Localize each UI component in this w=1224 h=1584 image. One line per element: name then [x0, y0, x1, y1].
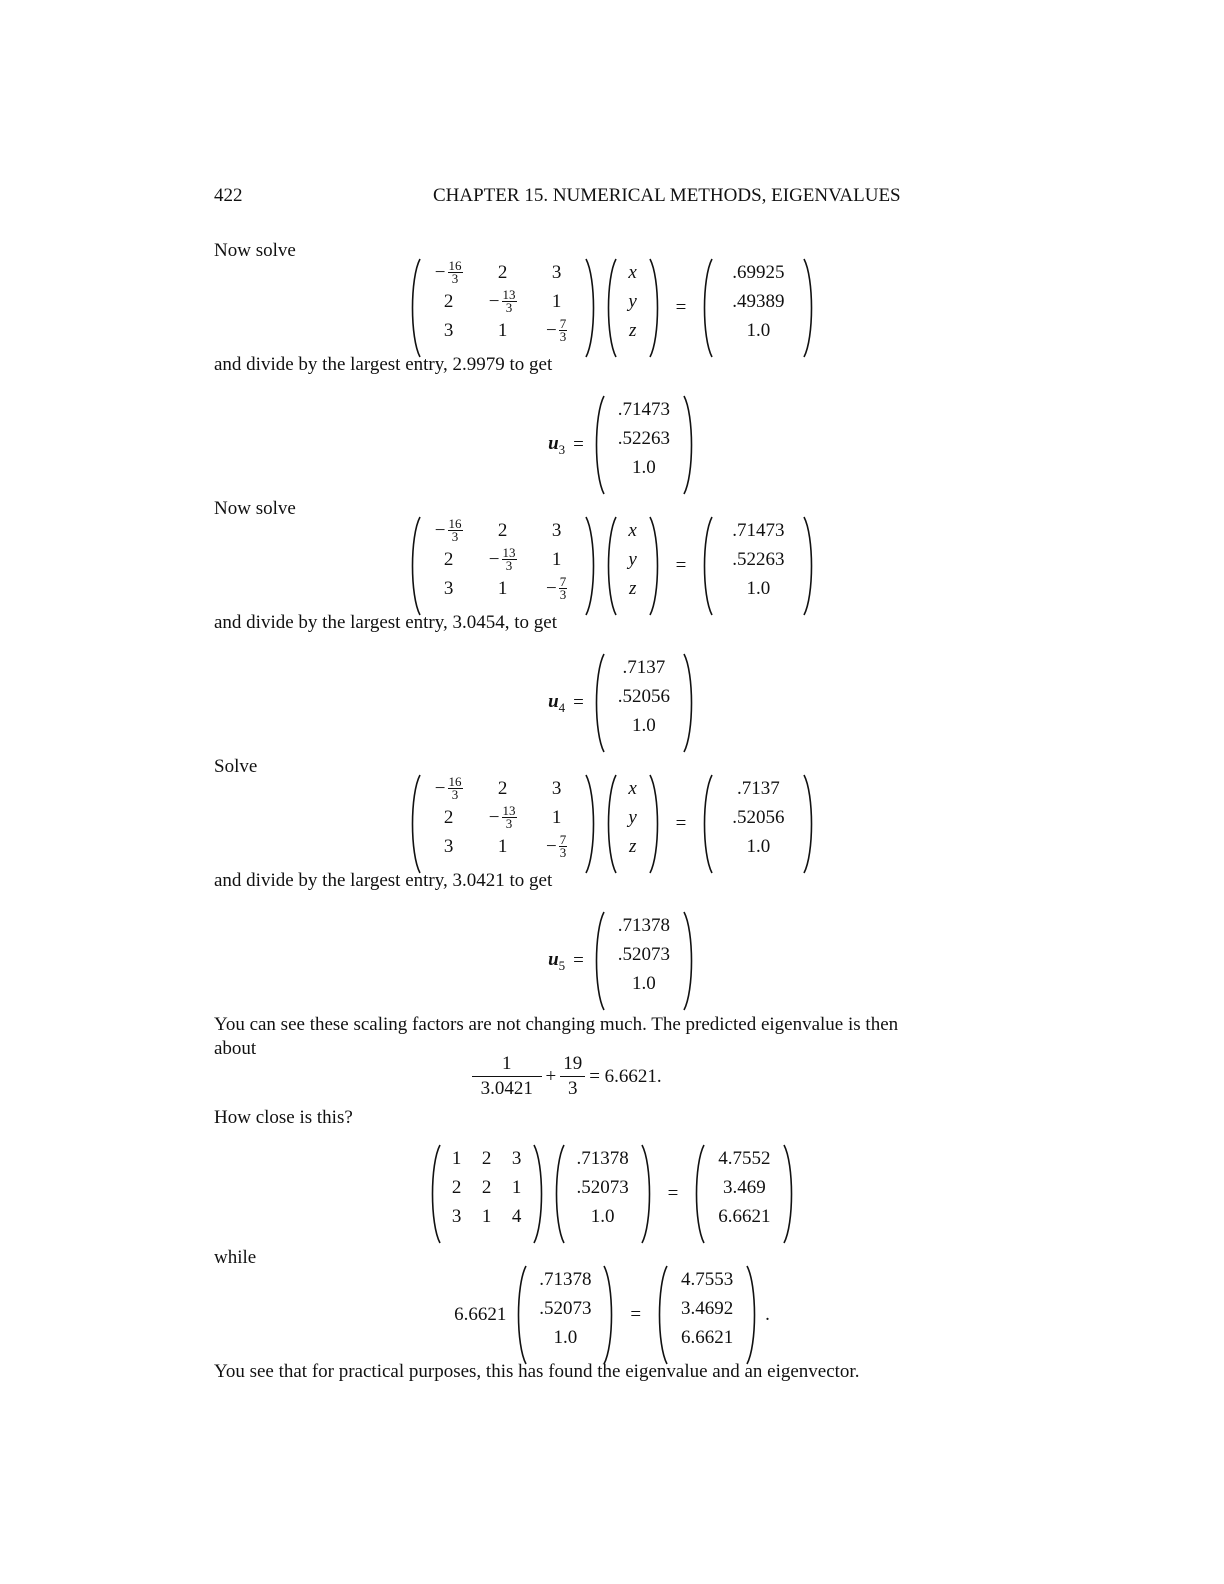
- math-group: [548, 433, 573, 458]
- math-token: 1.0: [746, 835, 771, 857]
- scalar-product: [0, 1265, 1224, 1365]
- math-token: 19: [560, 1052, 585, 1077]
- math-token: −: [434, 777, 446, 799]
- math-token: 3: [451, 529, 459, 544]
- left-paren: [604, 258, 618, 358]
- left-paren: [428, 1144, 442, 1244]
- solve-3: Solve: [214, 756, 258, 777]
- math-token: x: [628, 777, 637, 799]
- math-token: 3: [558, 441, 566, 457]
- math-token: z: [628, 577, 637, 599]
- math-token: .71378: [576, 1147, 629, 1169]
- math-group: [560, 1052, 585, 1101]
- math-token: z: [628, 835, 637, 857]
- matrix-entries: [714, 774, 802, 874]
- math-token: 1: [551, 548, 562, 570]
- math-token: .52073: [576, 1176, 629, 1198]
- math-token: 1: [472, 1052, 542, 1077]
- math-token: 13: [502, 287, 516, 302]
- math-token: 1: [451, 1147, 462, 1169]
- math-token: .69925: [732, 261, 785, 283]
- left-paren: [408, 516, 422, 616]
- right-paren: [532, 1144, 546, 1244]
- math-token: .52056: [617, 685, 671, 707]
- right-paren: [802, 774, 816, 874]
- math-token: =: [667, 1183, 679, 1204]
- math-token: 16: [448, 258, 462, 273]
- math-token: z: [628, 319, 637, 341]
- math-token: .71473: [732, 519, 785, 541]
- math-group: [502, 547, 517, 572]
- math-token: 16: [448, 516, 462, 531]
- math-token: u: [548, 948, 559, 970]
- math-token: 1: [497, 577, 508, 599]
- math-token: y: [628, 290, 637, 312]
- math-token: 1: [497, 835, 508, 857]
- math-token: −: [434, 261, 446, 283]
- math-group: [514, 1265, 616, 1365]
- m-r3c1: 3: [443, 319, 454, 341]
- math-token: −: [488, 806, 500, 828]
- math-token: u: [548, 690, 559, 712]
- equals-sign: =: [675, 297, 687, 318]
- right-paren: [584, 258, 598, 358]
- math-token: 3.0421: [480, 1078, 533, 1099]
- math-token: 1.0: [590, 1205, 615, 1227]
- math-group: [552, 1144, 654, 1244]
- math-token: 1: [551, 806, 562, 828]
- left-paren: [604, 516, 618, 616]
- math-token: 6.6621: [718, 1205, 771, 1227]
- math-token: 3: [451, 271, 459, 286]
- math-token: =: [573, 692, 584, 713]
- math-group: [408, 774, 598, 874]
- math-group: [548, 949, 573, 974]
- math-group: [692, 1144, 796, 1244]
- math-token: 6.6621: [454, 1304, 507, 1325]
- right-paren: [682, 395, 696, 495]
- math-token: =: [675, 813, 687, 834]
- system-equation-2: [0, 516, 1224, 616]
- math-group: [604, 516, 662, 616]
- matrix-entries: [706, 1144, 782, 1244]
- math-group: [655, 1265, 759, 1365]
- left-paren: [552, 1144, 566, 1244]
- eigenvalue-estimate: [472, 1052, 662, 1101]
- math-group: [448, 518, 463, 543]
- math-token: 1: [511, 1176, 522, 1198]
- math-group: [448, 776, 463, 801]
- math-token: 7: [559, 832, 567, 847]
- while-text: while: [214, 1247, 257, 1268]
- left-paren: [700, 258, 714, 358]
- math-token: −: [488, 548, 500, 570]
- math-token: .71378: [617, 914, 671, 936]
- math-token: 4.7553: [680, 1268, 734, 1290]
- left-paren: [604, 774, 618, 874]
- math-token: 2: [443, 806, 454, 828]
- unknown-vector: [604, 258, 662, 358]
- math-group: [700, 516, 816, 616]
- math-token: 3: [443, 577, 454, 599]
- math-token: 3: [505, 300, 513, 315]
- matrix-entries: [566, 1144, 640, 1244]
- u3-equation: [0, 395, 1224, 495]
- m-r2c1: 2: [443, 290, 454, 312]
- matrix-entries: [606, 395, 682, 495]
- right-paren: [602, 1265, 616, 1365]
- math-token: .71378: [539, 1268, 592, 1290]
- math-token: 13: [502, 545, 516, 560]
- left-paren: [592, 911, 606, 1011]
- divide-text-3: and divide by the largest entry, 3.0421 to get: [214, 870, 553, 891]
- math-token: −: [546, 577, 557, 599]
- left-paren: [514, 1265, 528, 1365]
- math-token: 3.469: [722, 1176, 766, 1198]
- matrix-entries: [714, 516, 802, 616]
- m-r3c3: [546, 318, 567, 343]
- m-r3c2: 1: [497, 319, 508, 341]
- math-token: 3: [551, 519, 562, 541]
- math-token: 3: [451, 787, 459, 802]
- matrix-entries: [669, 1265, 745, 1365]
- math-group: [592, 911, 696, 1011]
- math-token: 3: [567, 1078, 578, 1099]
- matrix-entries: [528, 1265, 602, 1365]
- matrix-entries: [422, 516, 584, 616]
- u5-equation: [0, 911, 1224, 1011]
- math-group: [592, 653, 696, 753]
- math-token: y: [628, 806, 637, 828]
- math-token: 7: [559, 574, 567, 589]
- math-token: 3: [511, 1147, 522, 1169]
- math-token: 2: [481, 1147, 492, 1169]
- math-group: [489, 547, 517, 572]
- right-paren: [802, 258, 816, 358]
- matrix-entries: [422, 774, 584, 874]
- math-group: [548, 691, 573, 716]
- math-token: .7137: [736, 777, 780, 799]
- math-token: 3: [559, 329, 567, 344]
- matrix-entries: [442, 1144, 532, 1244]
- math-token: 13: [502, 803, 516, 818]
- math-token: 4.7552: [718, 1147, 771, 1169]
- left-paren: [408, 258, 422, 358]
- math-group: [448, 260, 463, 285]
- math-token: x: [628, 519, 637, 541]
- left-paren: [692, 1144, 706, 1244]
- matrix-entries: [714, 258, 802, 358]
- math-token: 3: [559, 845, 567, 860]
- math-token: 1.0: [746, 319, 771, 341]
- math-token: = 6.6621.: [589, 1065, 662, 1087]
- math-group: [489, 805, 517, 830]
- right-paren: [640, 1144, 654, 1244]
- math-token: =: [573, 950, 584, 971]
- math-token: 3.4692: [680, 1297, 734, 1319]
- m-r2c3: 1: [551, 290, 562, 312]
- left-paren: [700, 774, 714, 874]
- math-token: 16: [448, 774, 462, 789]
- math-group: [472, 1052, 542, 1101]
- matrix-entries: [606, 653, 682, 753]
- left-paren: [700, 516, 714, 616]
- shifted-matrix: [408, 258, 598, 358]
- u4-equation: [0, 653, 1224, 753]
- math-group: [592, 395, 696, 495]
- math-token: .49389: [732, 290, 785, 312]
- how-close-question: How close is this?: [214, 1107, 353, 1128]
- right-paren: [782, 1144, 796, 1244]
- system-equation-3: [0, 774, 1224, 874]
- conclusion-line2: about: [214, 1038, 257, 1059]
- math-token: 3: [451, 1205, 462, 1227]
- math-token: y: [628, 548, 637, 570]
- math-token: .: [765, 1304, 770, 1325]
- system-equation-1: [0, 258, 1224, 358]
- math-token: 6.6621: [680, 1326, 734, 1348]
- conclusion-line1: You can see these scaling factors are not changing much. The predicted eigenvalue is then: [214, 1014, 899, 1035]
- matrix-A: [428, 1144, 546, 1244]
- m-r1c2: 2: [497, 261, 508, 283]
- math-token: −: [434, 519, 446, 541]
- math-group: [435, 776, 463, 801]
- math-group: [604, 774, 662, 874]
- math-token: .52056: [732, 806, 785, 828]
- math-token: 1.0: [746, 577, 771, 599]
- m-r2c2: [489, 289, 517, 314]
- math-group: [546, 834, 567, 859]
- right-paren: [648, 516, 662, 616]
- math-group: [435, 518, 463, 543]
- math-token: .7137: [622, 656, 666, 678]
- divide-text-1: and divide by the largest entry, 2.9979 to get: [214, 354, 553, 375]
- matrix-entries: [606, 911, 682, 1011]
- math-token: =: [573, 434, 584, 455]
- math-token: .52073: [617, 943, 671, 965]
- math-token: 4: [511, 1205, 522, 1227]
- math-group: [546, 576, 567, 601]
- math-token: 5: [558, 957, 566, 973]
- math-token: 2: [497, 777, 508, 799]
- math-token: =: [630, 1304, 642, 1325]
- math-token: x: [628, 261, 637, 283]
- math-token: u: [548, 432, 559, 454]
- math-group: [559, 318, 568, 343]
- math-token: 2: [443, 548, 454, 570]
- math-token: −: [546, 319, 557, 341]
- left-paren: [592, 395, 606, 495]
- math-token: +: [545, 1065, 557, 1087]
- matrix-entries: [618, 258, 648, 358]
- math-group: [700, 774, 816, 874]
- math-token: 3: [505, 558, 513, 573]
- math-group: [408, 516, 598, 616]
- math-token: 3: [551, 777, 562, 799]
- math-group: [502, 805, 517, 830]
- math-token: 1.0: [632, 972, 656, 994]
- math-token: .52263: [732, 548, 785, 570]
- math-token: .52073: [539, 1297, 592, 1319]
- math-group: [559, 576, 568, 601]
- left-paren: [592, 653, 606, 753]
- math-token: 7: [559, 316, 567, 331]
- page-number: 422: [214, 185, 243, 206]
- math-token: 2: [451, 1176, 462, 1198]
- math-token: =: [675, 555, 687, 576]
- math-token: 2: [481, 1176, 492, 1198]
- now-solve-2: Now solve: [214, 498, 296, 519]
- right-paren: [648, 774, 662, 874]
- right-paren: [584, 516, 598, 616]
- math-token: 1: [481, 1205, 492, 1227]
- math-token: 3: [559, 587, 567, 602]
- math-token: 4: [558, 699, 566, 715]
- math-token: 3: [443, 835, 454, 857]
- chapter-title: CHAPTER 15. NUMERICAL METHODS, EIGENVALUES: [433, 185, 901, 206]
- divide-text-2: and divide by the largest entry, 3.0454, to get: [214, 612, 557, 633]
- matrix-entries: [422, 258, 584, 358]
- math-token: 1.0: [553, 1326, 578, 1348]
- right-paren: [802, 516, 816, 616]
- math-token: 1.0: [632, 456, 656, 478]
- final-sentence: You see that for practical purposes, this has found the eigenvalue and an eigenvector.: [214, 1361, 860, 1382]
- math-token: −: [488, 290, 500, 312]
- math-token: 3: [505, 816, 513, 831]
- math-token: 1.0: [632, 714, 656, 736]
- right-paren: [682, 653, 696, 753]
- check-product: [0, 1144, 1224, 1244]
- m-r1c3: 3: [551, 261, 562, 283]
- math-token: .52263: [617, 427, 671, 449]
- math-token: 2: [497, 519, 508, 541]
- math-token: −: [546, 835, 557, 857]
- right-paren: [648, 258, 662, 358]
- math-group: [559, 834, 568, 859]
- rhs-vector: [700, 258, 816, 358]
- right-paren: [745, 1265, 759, 1365]
- math-token: .71473: [617, 398, 671, 420]
- matrix-entries: [618, 516, 648, 616]
- left-paren: [655, 1265, 669, 1365]
- math-group: [502, 289, 517, 314]
- now-solve-1: Now solve: [214, 240, 296, 261]
- left-paren: [408, 774, 422, 874]
- right-paren: [584, 774, 598, 874]
- m-r1c1: [435, 260, 463, 285]
- matrix-entries: [618, 774, 648, 874]
- right-paren: [682, 911, 696, 1011]
